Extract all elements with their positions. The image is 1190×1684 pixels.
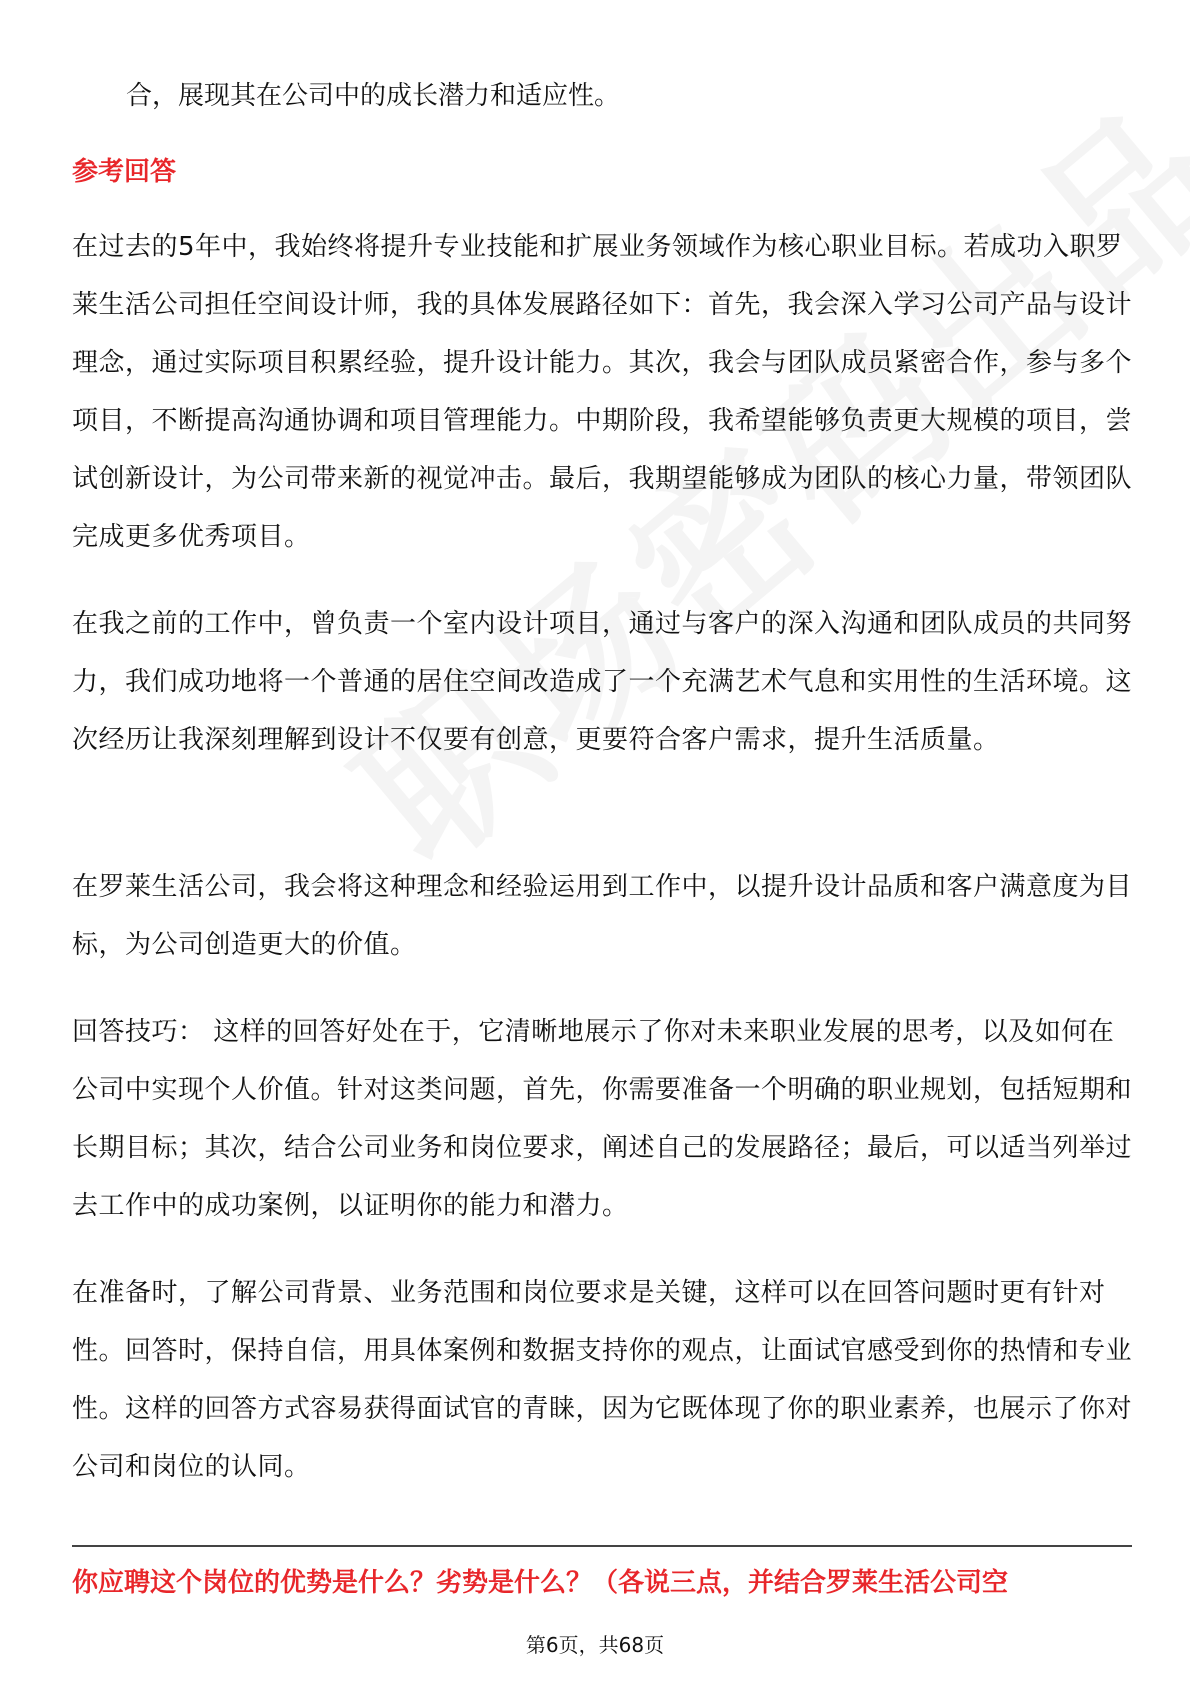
paragraph: 在准备时，了解公司背景、业务范围和岗位要求是关键，这样可以在回答问题时更有针对性。回答时，保持自信，用具体案例和数据支持你的观点，让面试官感受到你的热情和专业性。这样的回答方式容易获得面试官的青睐，因为它既体现了你的职业素养，也展示了你对公司和岗位的认同。 — [72, 1278, 1133, 1482]
paragraph: 在我之前的工作中，曾负责一个室内设计项目，通过与客户的深入沟通和团队成员的共同努力，我们成功地将一个普通的居住空间改造成了一个充满艺术气息和实用性的生活环境。这次经历让我深刻理解到设计不仅要有创意，更要符合客户需求，提升生活质量。 — [72, 609, 1133, 755]
intro-line: 合，展现其在公司中的成长潜力和适应性。 — [126, 81, 621, 111]
divider — [72, 1545, 1132, 1547]
paragraph: 在过去的5年中，我始终将提升专业技能和扩展业务领域作为核心职业目标。若成功入职罗莱生活公司担任空间设计师，我的具体发展路径如下：首先，我会深入学习公司产品与设计理念，通过实际项目积累经验，提升设计能力。其次，我会与团队成员紧密合作，参与多个项目，不断提高沟通协调和项目管理能力。中期阶段，我希望能够负责更大规模的项目，尝试创新设计，为公司带来新的视觉冲击。最后，我期望能够成为团队的核心力量，带领团队完成更多优秀项目。 — [72, 232, 1133, 552]
paragraph-answer-tips: 回答技巧： 这样的回答好处在于，它清晰地展示了你对未来职业发展的思考，以及如何在公司中实现个人价值。针对这类问题，首先，你需要准备一个明确的职业规划，包括短期和长期目标；其次，结合公司业务和岗位要求，阐述自己的发展路径；最后，可以适当列举过去工作中的成功案例，以证明你的能力和潜力。 — [72, 1017, 1133, 1221]
next-question-heading: 你应聘这个岗位的优势是什么？劣势是什么？（各说三点，并结合罗莱生活公司空 — [72, 1568, 1009, 1598]
page-number: 第6页，共68页 — [525, 1633, 665, 1657]
section-heading: 参考回答 — [72, 157, 177, 187]
paragraph: 在罗莱生活公司，我会将这种理念和经验运用到工作中，以提升设计品质和客户满意度为目标，为公司创造更大的价值。 — [72, 872, 1133, 960]
